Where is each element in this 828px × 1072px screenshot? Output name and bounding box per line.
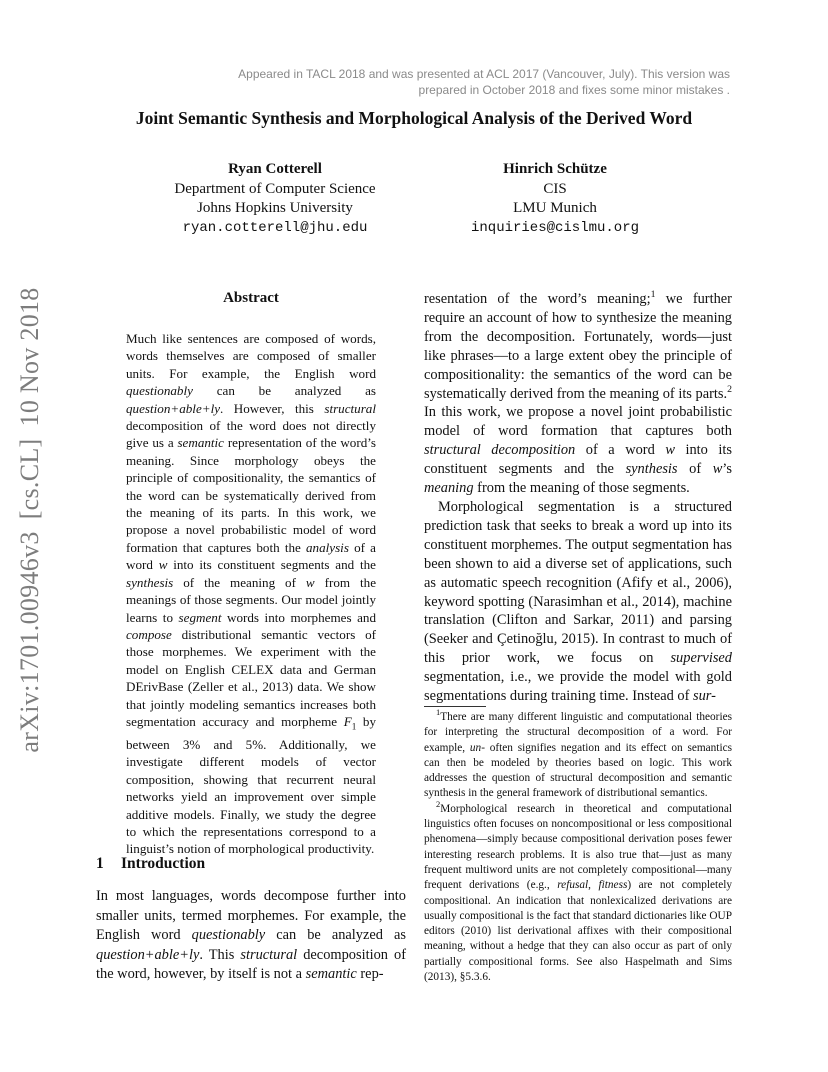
paragraph: Morphological segmentation is a structured prediction task that seeks to break a word up into its constituent morphemes. The output segmentation has been shown to aid a diverse set of applications, such as automatic speech recognition (Afify et al., 2006), keyword spotting (Narasimhan et al., 2014), machine translation (Clifton and Sarkar, 2011) and parsing (Seeker and Çetinoğlu, 2015). In contrast to much of this prior work, we focus on supervised segmentation, i.e., we provide the model with gold segmentations during training time. Instead of sur- [424,498,732,705]
footnote-marker[interactable]: 2 [727,383,732,395]
right-column-body [424,290,732,706]
author-affiliation: CIS [543,180,567,197]
arxiv-id: arXiv:1701.00946v3 [15,531,44,753]
footnote-2: $^2$Morphological research in theoretical and computational linguistics often focuses on noncompositional or less compositional phenomena—simply because compositional derivation poses fewer interesting research problems. It is also true that—just as many frequent multiword units are not completely compositional—many frequent derivations (e.g., refusal, fitness) are not completely compositional. An indication that nonlexicalized derivations are usually compositional is the fact that standard dictionaries like OUP editors (2010) list derivational affixes with their compositional meaning, without a hedge that they can also occur as part of only partially compositional forms. See also Haspelmath and Sims (2013), §5.3.6. [424,799,732,984]
footnote-divider [424,706,486,707]
arxiv-date: 10 Nov 2018 [15,287,44,427]
arxiv-category: [cs.CL] [15,438,44,520]
footnote-marker[interactable]: 1 [650,289,656,301]
section-number: 1 [96,855,104,872]
section-title: Introduction [121,855,206,872]
author-affiliation: Johns Hopkins University [197,200,353,216]
author-name: Ryan Cotterell [228,161,322,177]
author-email: inquiries@cislmu.org [470,219,640,236]
publication-notice-line1: Appeared in TACL 2018 and was presented at ACL 2017 (Vancouver, July). This version was [238,67,730,81]
abstract-body: Much like sentences are composed of words, words themselves are composed of smaller units. For example, the English word questionably can be analyzed as question+able+ly. However, this structural decomposition of the word does not directly give us a semantic representation of the word’s meaning. Since morphology obeys the principle of compositionality, the semantics of the word can be systematically derived from the meaning of its parts. In this work, we propose a novel probabilistic model of word formation that captures both the analysis of a word w into its constituent segments and the synthesis of the meaning of w from the meanings of those segments. Our model jointly learns to segment words into morphemes and compose distributional semantic vectors of those morphemes. We experiment with the model on English CELEX data and German DErivBase (Zeller et al., 2013) data. We show that jointly modeling semantics increases both segmentation accuracy and morpheme $F_1$ by between 3% and 5%. Additionally, we investigate different models of vector composition, showing that recurrent neural networks yield an improvement over simple additive models. Finally, we study the degree to which the representations correspond to a linguist’s notion of morphological productivity. [126,331,377,857]
abstract-heading: Abstract [223,290,279,306]
author-block-2 [440,160,670,238]
author-block-1 [160,160,390,238]
introduction-paragraph: In most languages, words decompose further into smaller units, termed morphemes. For example, the English word questionably can be analyzed as question+able+ly. This structural decomposition of the word, however, by itself is not a semantic rep- [96,888,406,983]
section-heading-introduction [96,855,205,873]
publication-notice-line2: prepared in October 2018 and fixes some minor mistakes . [418,83,730,97]
author-email: ryan.cotterell@jhu.edu [182,219,368,236]
footnote-1: $^1$There are many different linguistic and computational theories for interpreting the structural decomposition of a word. For example, un- often signifies negation and its effect on semantics can then be modeled by theories based on logic. This work addresses the question of structural decomposition and semantic synthesis in the general framework of distributional semantics. [424,707,732,800]
author-affiliation: Department of Computer Science [174,180,376,197]
publication-notice [200,66,730,98]
author-name: Hinrich Schütze [503,161,607,177]
author-affiliation: LMU Munich [513,200,597,216]
paper-title: Joint Semantic Synthesis and Morphological Analysis of the Derived Word [135,108,693,128]
footnotes [424,707,732,985]
arxiv-stamp [15,287,45,752]
paragraph: resentation of the word’s meaning;$^1$ we further require an account of how to synthesize the meaning from the decomposition. Fortunately, words—just like phrases—to a large extent obey the principle of compositionality: the semantics of the word can be systematically derived from the meaning of its parts.$^2$ In this work, we propose a novel joint probabilistic model of word formation that captures both structural decomposition of a word w into its constituent segments and the synthesis of w’s meaning from the meaning of those segments. [424,289,733,497]
